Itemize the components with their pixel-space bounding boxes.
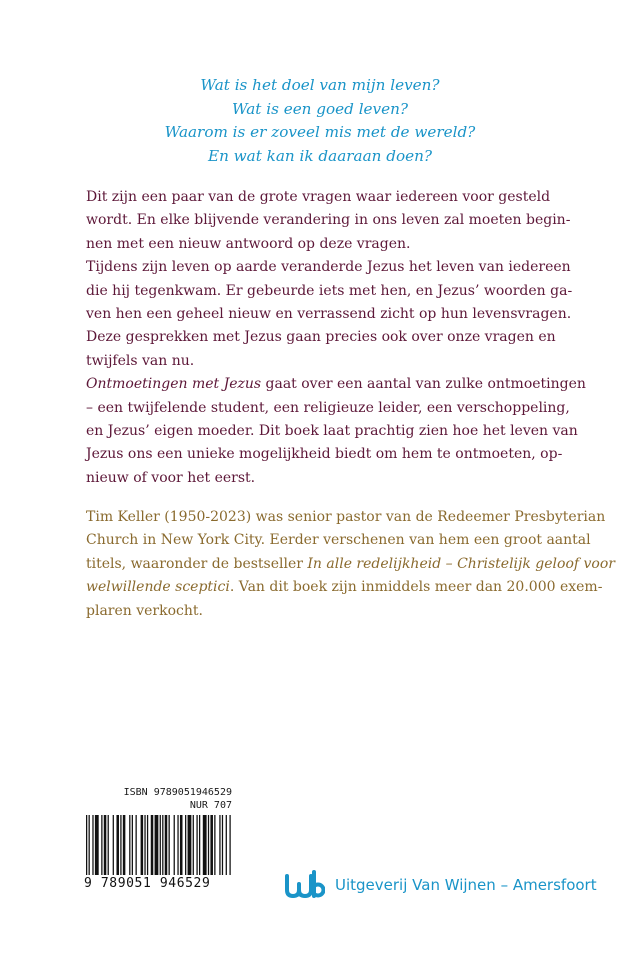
barcode-bar [116, 815, 119, 875]
blurb-line: nen met een nieuw antwoord op deze vragen. [86, 235, 411, 252]
barcode-bar [214, 815, 215, 875]
barcode-icon [86, 815, 232, 875]
bestseller-title-italic: In alle redelijkheid – Christelijk geloof voor [307, 555, 615, 572]
book-title-italic: Ontmoetingen met Jezus [86, 376, 262, 393]
barcode-bar [165, 815, 168, 875]
barcode-bar [101, 815, 102, 875]
bestseller-title-italic: welwillende sceptici [86, 579, 230, 596]
barcode-bar [132, 815, 133, 875]
barcode-bar [188, 815, 192, 875]
barcode-bar [169, 815, 170, 875]
isbn-block [86, 786, 232, 812]
blurb-line: die hij tegenkwam. Er gebeurde iets met hen, en Jezus’ woorden ga- [86, 282, 573, 299]
barcode-digits: 9 789051 946529 [84, 876, 211, 891]
barcode-bar [180, 815, 183, 875]
barcode-bar [89, 815, 90, 875]
author-bio [86, 506, 615, 623]
barcode-bar [104, 815, 107, 875]
isbn-number: ISBN 9789051946529 [123, 787, 232, 798]
question-line: Wat is een goed leven? [231, 99, 409, 118]
question-line: Wat is het doel van mijn leven? [200, 76, 440, 94]
blurb-line: en Jezus’ eigen moeder. Dit boek laat prachtig zien hoe het leven van [86, 423, 578, 440]
publisher-logo-icon [285, 870, 325, 900]
bio-line: plaren verkocht. [86, 602, 203, 619]
barcode-bar [199, 815, 200, 875]
blurb-line: ven hen een geheel nieuw en verrassend zicht op hun levensvragen. [86, 306, 572, 323]
book-blurb [86, 186, 586, 490]
barcode-bar [210, 815, 213, 875]
barcode-bar [147, 815, 148, 875]
blurb-line: twijfels van nu. [86, 352, 195, 369]
blurb-line: Deze gesprekken met Jezus gaan precies ook over onze vragen en [86, 329, 556, 346]
blurb-line: Dit zijn een paar van de grote vragen waar iedereen voor gesteld [86, 189, 551, 205]
barcode-bar [193, 815, 194, 875]
blurb-line: wordt. En elke blijvende verandering in ons leven zal moeten begin- [86, 212, 571, 229]
barcode-bar [113, 815, 114, 875]
barcode-bar [141, 815, 144, 875]
barcode-bar [226, 815, 227, 875]
bio-line [86, 576, 603, 599]
barcode-bar [208, 815, 209, 875]
publisher-name: Uitgeverij Van Wijnen – Amersfoort [335, 876, 597, 894]
barcode-bar [174, 815, 175, 875]
barcode-bar [219, 815, 220, 875]
publisher-block [285, 870, 597, 900]
bio-line: Tim Keller (1950-2023) was senior pastor van de Redeemer Presbyterian [86, 509, 606, 525]
barcode-bar [203, 815, 207, 875]
back-cover-questions [0, 74, 640, 168]
bio-text: . Van dit boek zijn inmiddels meer dan 20.000 exem- [229, 579, 603, 596]
barcode-bar [129, 815, 130, 875]
barcode-bar [136, 815, 137, 875]
question-line: En wat kan ik daaraan doen? [207, 146, 433, 165]
bio-line [86, 553, 615, 576]
blurb-line: Tijdens zijn leven op aarde veranderde Jezus het leven van iedereen [86, 259, 571, 276]
blurb-line: Jezus ons een unieke mogelijkheid biedt om hem te ontmoeten, op- [86, 446, 563, 463]
blurb-text: gaat over een aantal van zulke ontmoetingen [261, 376, 586, 393]
barcode-bar [196, 815, 197, 875]
barcode-bar [160, 815, 161, 875]
barcode-bar [95, 815, 99, 875]
nur-code: NUR 707 [189, 800, 232, 811]
barcode-bar [229, 815, 230, 875]
barcode-bar [86, 815, 87, 875]
barcode-bar [185, 815, 186, 875]
question-line: Waarom is er zoveel mis met de wereld? [164, 123, 476, 141]
bio-text: titels, waaronder de bestseller [86, 555, 308, 572]
blurb-line [86, 373, 586, 396]
barcode-bar [162, 815, 163, 875]
barcode-bar [177, 815, 178, 875]
barcode-bar [123, 815, 126, 875]
barcode-bar [144, 815, 145, 875]
barcode-bar [92, 815, 93, 875]
barcode-bar [151, 815, 154, 875]
blurb-line: nieuw of voor het eerst. [86, 469, 256, 486]
blurb-line: – een twijfelende student, een religieuze leider, een verschoppeling, [86, 399, 570, 416]
bio-line: Church in New York City. Eerder verschenen van hem een groot aantal [86, 532, 591, 549]
barcode-bar [120, 815, 121, 875]
barcode-bar [108, 815, 109, 875]
barcode-bar [155, 815, 159, 875]
barcode-bar [222, 815, 223, 875]
